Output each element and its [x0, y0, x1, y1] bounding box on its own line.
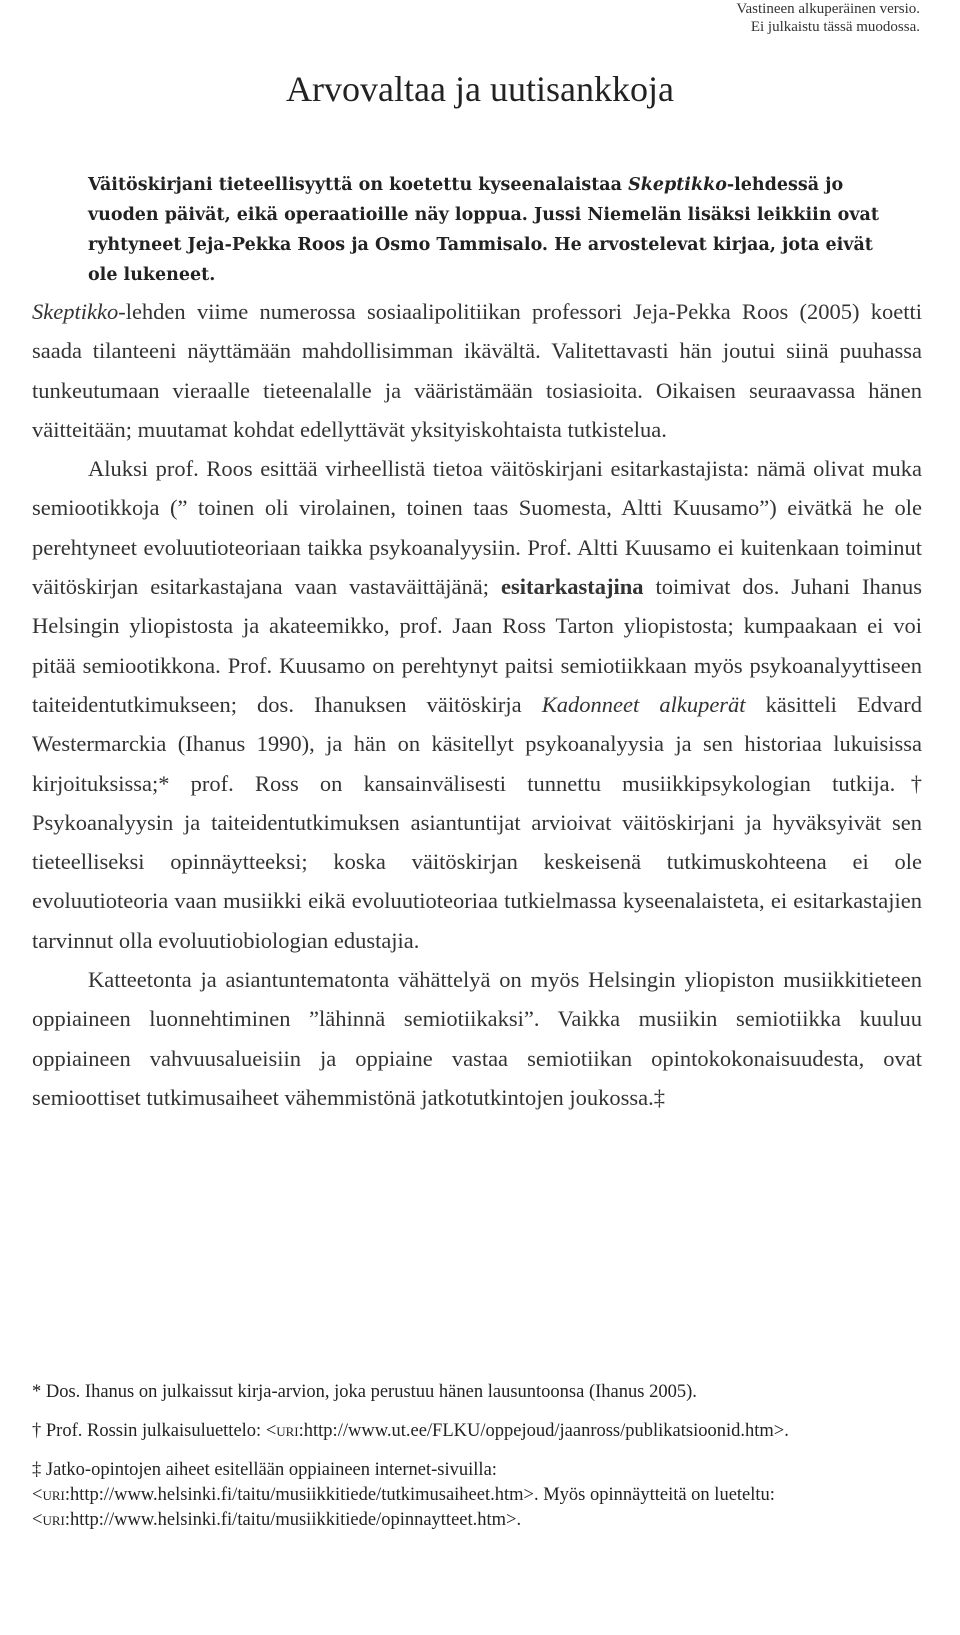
version-note [736, 0, 920, 36]
footnote-3-text-c: :http://www.helsinki.fi/taitu/musiikkitiede/opinnaytteet.htm>. [64, 1510, 522, 1530]
footnotes [32, 1380, 922, 1547]
body-paragraph-2 [32, 449, 922, 960]
version-note-line-1: Vastineen alkuperäinen versio. [736, 1, 920, 17]
footnote-2-text-a: † Prof. Rossin julkaisuluettelo: < [32, 1421, 277, 1441]
footnote-3-uri-label-1: uri [42, 1485, 65, 1505]
lead-magazine-name: Skeptikko [628, 175, 727, 195]
footnote-3-text-b: :http://www.helsinki.fi/taitu/musiikkitiede/tutkimusaiheet.htm>. Myös opinnäytteitä on lueteltu: < [32, 1485, 775, 1530]
footnote-3-text-a: ‡ Jatko-opintojen aiheet esitellään oppiaineen internet-sivuilla: < [32, 1460, 497, 1505]
paragraph-2-text-c: käsitteli Edvard Westermarckia (Ihanus 1990), ja hän on käsitellyt psykoanalyysia ja sen historiaa lukuisissa kirjoituksissa;* prof. Ross on kansainvälisesti tunnettu musiikkipsykologian tutkija.† Psykoanalyysin ja taiteidentutkimuksen asiantuntijat arvioivat väitöskirjani ja hyväksyivät sen tieteelliseksi opinnäytteeksi; koska väitöskirjan keskeisenä tutkimuskohteena ei ole evoluutioteoria vaan musiikki eikä evoluutioteoriaa tutkielmassa kyseenalaisteta, ei esitarkastajien tarvinnut olla evoluutiobiologian edustajia. [32, 691, 922, 953]
body-paragraph-1 [32, 292, 922, 449]
footnote-3-uri-label-2: uri [42, 1510, 65, 1530]
version-note-line-2: Ei julkaistu tässä muodossa. [750, 19, 920, 35]
emphasis-bold: esitarkastajina [500, 574, 644, 600]
book-title: Kadonneet alkuperät [541, 691, 746, 717]
footnote-3 [32, 1458, 922, 1533]
lead-text-2: -lehdessä jo vuoden päivät, eikä operaatioille näy loppua. Jussi Niemelän lisäksi leikkiin ovat ryhtyneet Jeja-Pekka Roos ja Osmo Tammisalo. He arvostelevat kirjaa, jota eivät ole lukeneet. [88, 175, 879, 285]
page-title: Arvovaltaa ja uutisankkoja [286, 69, 674, 109]
article-body [32, 292, 922, 1117]
lead-paragraph [88, 170, 900, 290]
footnote-1: * Dos. Ihanus on julkaissut kirja-arvion, joka perustuu hänen lausuntoonsa (Ihanus 2005). [32, 1382, 697, 1402]
lead-text-1: Väitöskirjani tieteellisyyttä on koetettu kyseenalaistaa [88, 175, 629, 195]
footnote-2-text-b: :http://www.ut.ee/FLKU/oppejoud/jaanross/publikatsioonid.htm>. [298, 1421, 789, 1441]
footnote-2 [32, 1419, 922, 1444]
footnote-2-uri-label: uri [276, 1421, 299, 1441]
paragraph-2-text-a: Aluksi prof. Roos esittää virheellistä tietoa väitöskirjani esitarkastajista: nämä olivat muka semiootikkoja (” toinen oli virolainen, toinen taas Suomesta, Altti Kuusamo”) eivätkä he ole perehtyneet evoluutioteoriaan taikka psykoanalyysiin. Prof. Altti Kuusamo ei kuitenkaan toiminut väitöskirjan esitarkastajana vaan vastaväittäjänä; [32, 456, 922, 600]
paragraph-1-text: -lehden viime numerossa sosiaalipolitiikan professori Jeja-Pekka Roos (2005) koetti saada tilanteeni näyttämään mahdollisimman ikävältä. Valitettavasti hän joutui siinä puuhassa tunkeutumaan vieraalle tieteenalalle ja vääristämään tosiasioita. Oikaisen seuraavassa hänen väitteitään; muutamat kohdat edellyttävät yksityiskohtaista tutkistelua. [32, 299, 922, 442]
magazine-name: Skeptikko [32, 299, 119, 324]
paragraph-2-text-b: toimivat dos. Juhani Ihanus Helsingin yliopistosta ja akateemikko, prof. Jaan Ross Tarton yliopistosta; kumpaakaan ei voi pitää semiootikkona. Prof. Kuusamo on perehtynyt paitsi semiotiikkaan myös psykoanalyyttiseen taiteidentutkimukseen; dos. Ihanuksen väitöskirja [32, 574, 923, 717]
body-paragraph-3: Katteetonta ja asiantuntematonta vähättelyä on myös Helsingin yliopiston musiikkitieteen oppiaineen luonnehtiminen ”lähinnä semiotiikaksi”. Vaikka musiikin semiotiikka kuuluu oppiaineen vahvuusalueisiin ja oppiaine vastaa semiotiikan opintokokonaisuudesta, ovat semioottiset tutkimusaiheet vähemmistönä jatkotutkintojen joukossa.‡ [32, 967, 922, 1110]
